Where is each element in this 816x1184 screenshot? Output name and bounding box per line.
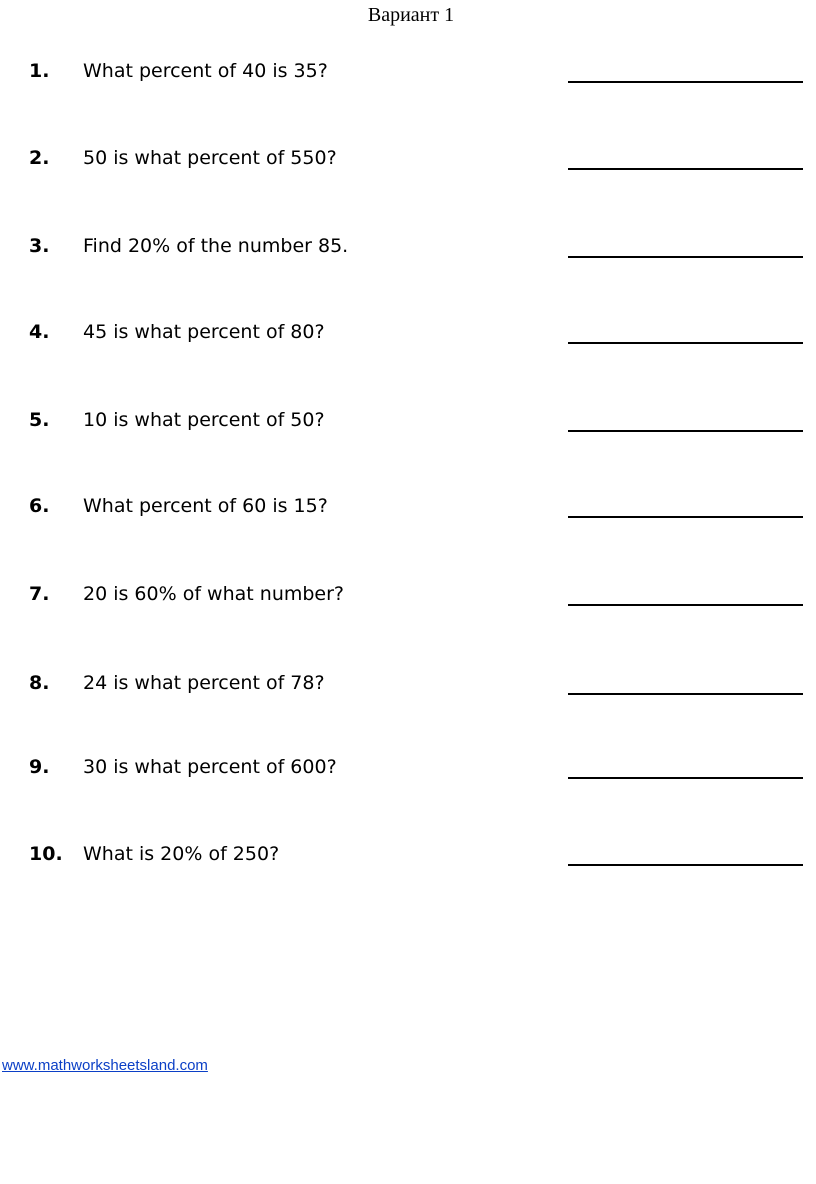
question-item-6 [0, 494, 816, 524]
question-number: 2. [29, 147, 50, 169]
question-item-1 [0, 59, 816, 89]
question-item-10 [0, 842, 816, 872]
question-number: 4. [29, 321, 50, 343]
question-number: 10. [29, 843, 63, 865]
question-number: 7. [29, 583, 50, 605]
answer-line [568, 516, 803, 518]
answer-line [568, 864, 803, 866]
question-text: 50 is what percent of 550? [83, 147, 337, 169]
question-number: 8. [29, 672, 50, 694]
variant-label: Вариант 1 [367, 4, 455, 26]
answer-line [568, 81, 803, 83]
question-item-4 [0, 320, 816, 350]
question-item-7 [0, 582, 816, 612]
question-item-9 [0, 755, 816, 785]
answer-line [568, 342, 803, 344]
question-item-8 [0, 671, 816, 701]
question-text: What percent of 60 is 15? [83, 495, 328, 517]
question-item-3 [0, 234, 816, 264]
question-number: 5. [29, 409, 50, 431]
answer-line [568, 693, 803, 695]
question-number: 1. [29, 60, 50, 82]
answer-line [568, 168, 803, 170]
question-text: What percent of 40 is 35? [83, 60, 328, 82]
question-text: 20 is 60% of what number? [83, 583, 345, 605]
question-text: 45 is what percent of 80? [83, 321, 325, 343]
answer-line [568, 430, 803, 432]
question-number: 6. [29, 495, 50, 517]
question-text: What is 20% of 250? [83, 843, 280, 865]
question-number: 9. [29, 756, 50, 778]
question-number: 3. [29, 235, 50, 257]
question-text: 24 is what percent of 78? [83, 672, 325, 694]
question-text: 10 is what percent of 50? [83, 409, 325, 431]
question-text: Find 20% of the number 85. [83, 235, 349, 257]
question-text: 30 is what percent of 600? [83, 756, 337, 778]
question-item-2 [0, 146, 816, 176]
answer-line [568, 256, 803, 258]
answer-line [568, 604, 803, 606]
question-item-5 [0, 408, 816, 438]
answer-line [568, 777, 803, 779]
source-website-link[interactable]: www.mathworksheetsland.com [2, 1057, 208, 1074]
